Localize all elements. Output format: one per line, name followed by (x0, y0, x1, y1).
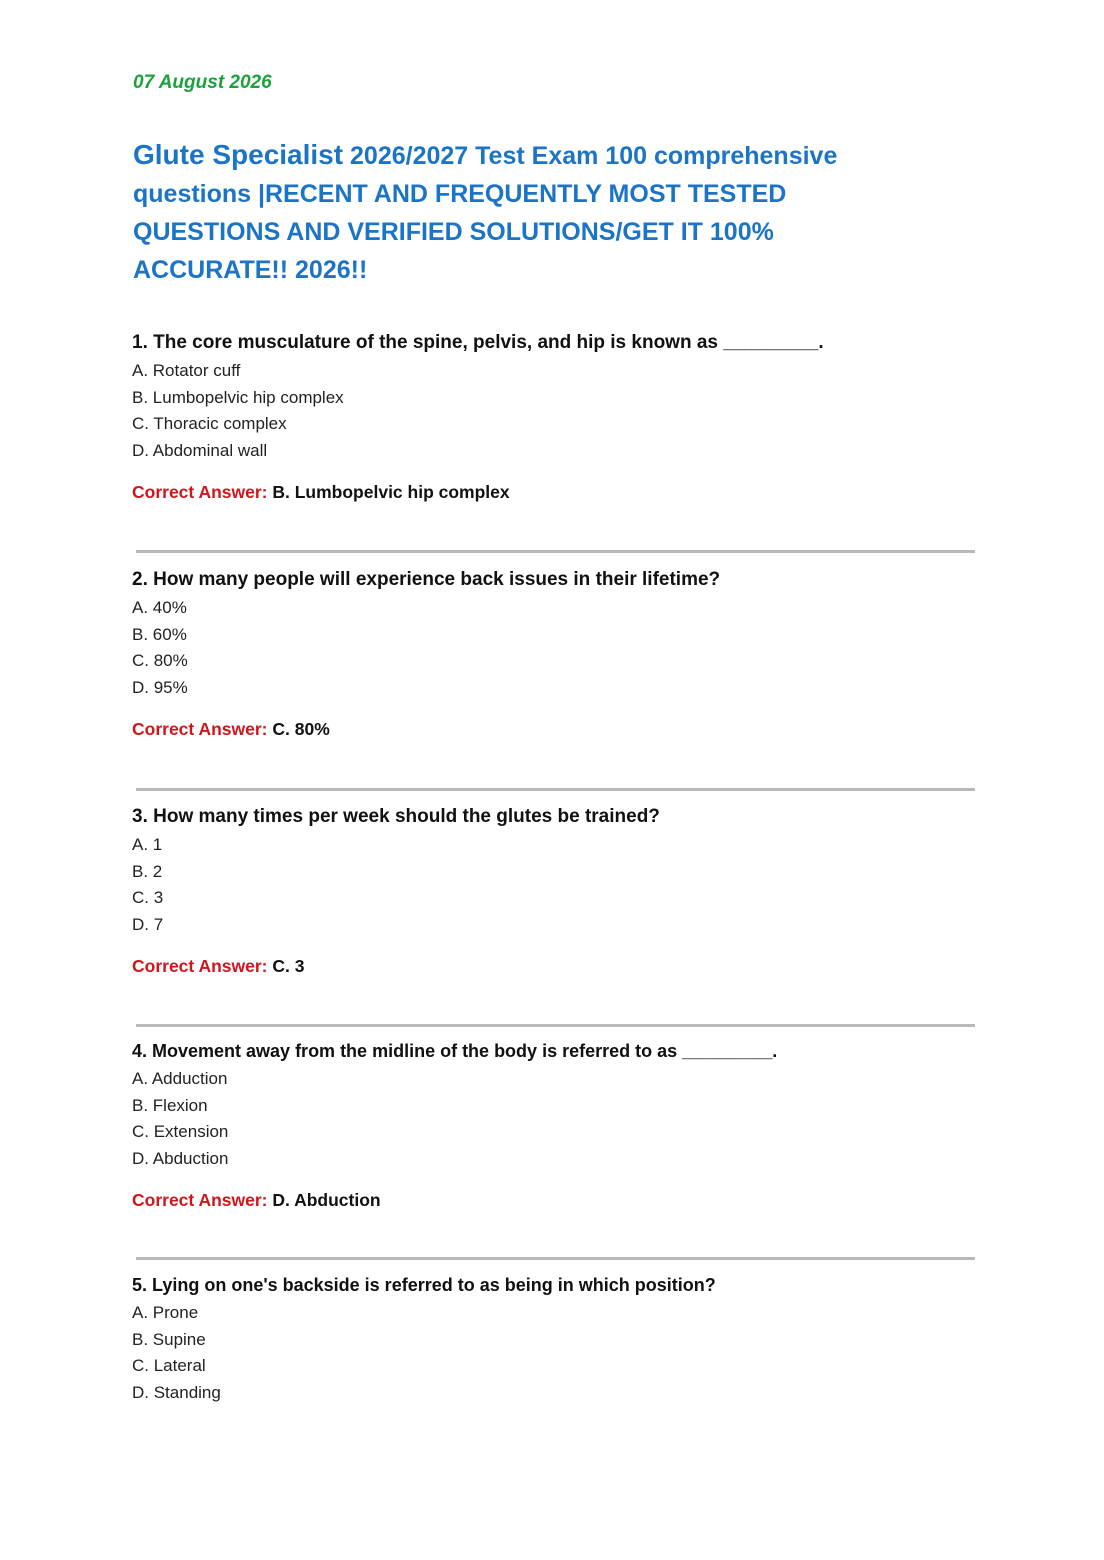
correct-answer-value: D. Abduction (272, 1189, 381, 1210)
title-rest: 2026/2027 Test Exam 100 comprehensive questions |RECENT AND FREQUENTLY MOST TESTED QUESTIONS AND VERIFIED SOLUTIONS/GET IT 100% ACCURATE!! 2026!! (133, 142, 838, 284)
correct-answer-value: C. 80% (272, 718, 330, 739)
document-date: 07 August 2026 (133, 72, 272, 93)
document-title (133, 136, 933, 289)
title-lead: Glute Specialist (133, 139, 344, 170)
option-list (132, 595, 992, 702)
correct-answer-value: C. 3 (272, 955, 305, 976)
option-b: B. Flexion (132, 1095, 208, 1115)
question-4 (132, 1038, 992, 1213)
divider (136, 788, 975, 791)
option-c: C. 3 (132, 888, 164, 908)
correct-answer (132, 1187, 992, 1213)
question-2 (132, 567, 992, 742)
question-text: 5. Lying on one's backside is referred to as being in which position? (132, 1275, 716, 1295)
option-list (132, 832, 992, 939)
correct-answer-label: Correct Answer: (132, 1189, 268, 1210)
correct-answer-label: Correct Answer: (132, 955, 268, 976)
divider (136, 1257, 975, 1260)
option-b: B. 60% (132, 624, 187, 644)
divider (136, 550, 975, 553)
option-a: A. Prone (132, 1303, 199, 1322)
correct-answer (132, 716, 992, 742)
option-list (132, 1066, 992, 1173)
question-1 (132, 330, 992, 505)
option-b: B. 2 (132, 861, 163, 881)
option-c: C. Thoracic complex (132, 414, 287, 434)
option-d: D. 95% (132, 678, 188, 698)
option-a: A. Adduction (132, 1069, 228, 1088)
question-5 (132, 1272, 992, 1407)
option-list (132, 1300, 992, 1407)
correct-answer-label: Correct Answer: (132, 718, 268, 739)
option-c: C. 80% (132, 651, 188, 671)
option-a: A. Rotator cuff (132, 361, 241, 380)
correct-answer-value: B. Lumbopelvic hip complex (272, 481, 510, 502)
option-list (132, 358, 992, 465)
option-d: D. Abdominal wall (132, 441, 268, 461)
question-text: 1. The core musculature of the spine, pelvis, and hip is known as _________. (132, 332, 824, 353)
correct-answer (132, 479, 992, 505)
option-a: A. 40% (132, 598, 187, 617)
divider (136, 1024, 975, 1027)
question-text: 4. Movement away from the midline of the body is referred to as _________. (132, 1041, 778, 1061)
option-a: A. 1 (132, 835, 163, 854)
correct-answer-label: Correct Answer: (132, 481, 268, 502)
option-d: D. Standing (132, 1383, 221, 1403)
question-3 (132, 804, 992, 979)
option-c: C. Extension (132, 1122, 229, 1142)
option-d: D. Abduction (132, 1149, 229, 1169)
question-text: 2. How many people will experience back issues in their lifetime? (132, 569, 721, 590)
question-text: 3. How many times per week should the glutes be trained? (132, 806, 660, 827)
option-b: B. Lumbopelvic hip complex (132, 387, 344, 407)
correct-answer (132, 953, 992, 979)
option-d: D. 7 (132, 915, 164, 935)
option-c: C. Lateral (132, 1356, 206, 1376)
option-b: B. Supine (132, 1329, 206, 1349)
